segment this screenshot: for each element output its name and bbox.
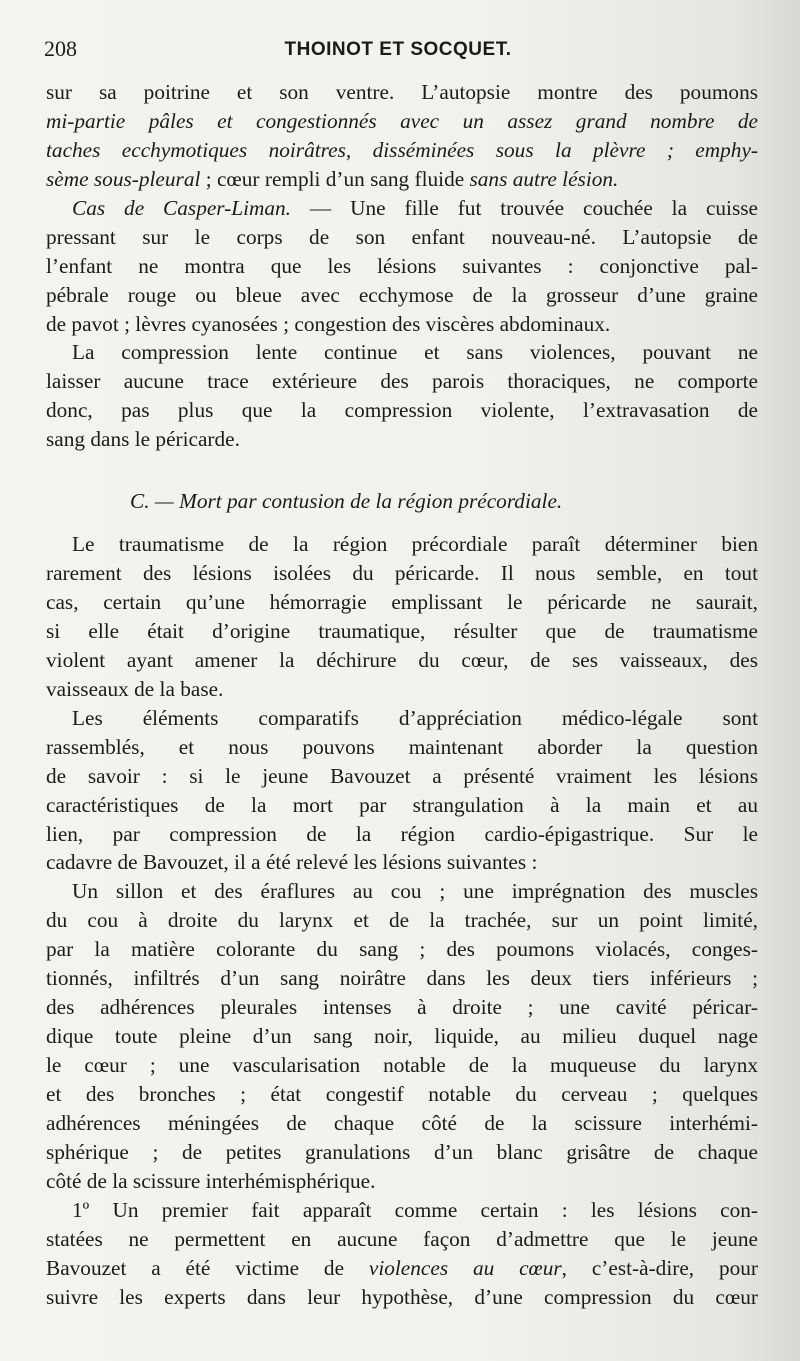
italic-text-segment: sème sous-pleural	[46, 166, 201, 191]
text-segment: suivre les experts dans leur hypothèse, d’une compression du cœur	[46, 1284, 758, 1309]
text-line	[46, 1080, 758, 1109]
text-line	[46, 906, 758, 935]
text-segment: Les éléments comparatifs d’appréciation médico-légale sont	[72, 705, 758, 730]
text-segment: violent ayant amener la déchirure du cœur, de ses vaisseaux, des	[46, 647, 758, 672]
text-segment: Le traumatisme de la région précordiale paraît déterminer bien	[72, 532, 758, 557]
text-segment: si elle était d’origine traumatique, résulter que de traumatisme	[46, 618, 758, 643]
italic-text-segment: C. — Mort par contusion de la région précordiale.	[130, 489, 563, 514]
text-line	[46, 1254, 758, 1283]
text-line	[46, 223, 758, 252]
text-line	[46, 762, 758, 791]
text-line	[46, 281, 758, 310]
text-line	[46, 848, 758, 877]
text-line	[46, 367, 758, 396]
italic-text-segment: sans autre lésion.	[469, 166, 619, 191]
text-segment: dique toute pleine d’un sang noir, liquide, au milieu duquel nage	[46, 1024, 758, 1049]
text-line	[46, 993, 758, 1022]
text-line	[46, 935, 758, 964]
text-segment: pressant sur le corps de son enfant nouveau-né. L’autopsie de	[46, 224, 758, 249]
text-segment: tionnés, infiltrés d’un sang noirâtre dans les deux tiers inférieurs ;	[46, 966, 758, 991]
text-line	[46, 1138, 758, 1167]
text-segment: du cou à droite du larynx et de la trachée, sur un point limité,	[46, 908, 758, 933]
text-segment: Un sillon et des éraflures au cou ; une imprégnation des muscles	[72, 879, 758, 904]
text-line	[46, 1109, 758, 1138]
text-line	[46, 1196, 758, 1225]
text-line	[46, 530, 758, 559]
text-segment: côté de la scissure interhémisphérique.	[46, 1168, 376, 1193]
text-line	[46, 136, 758, 165]
text-line	[46, 820, 758, 849]
text-line	[46, 194, 758, 223]
paragraph-spacer	[46, 454, 758, 487]
text-line	[46, 1167, 758, 1196]
text-segment: La compression lente continue et sans violences, pouvant ne	[72, 340, 758, 365]
text-line	[46, 733, 758, 762]
text-line	[46, 559, 758, 588]
text-line	[46, 396, 758, 425]
text-segment: lien, par compression de la région cardio-épigastrique. Sur le	[46, 821, 758, 846]
text-line	[46, 425, 758, 454]
text-segment: de pavot ; lèvres cyanosées ; congestion des viscères abdominaux.	[46, 311, 611, 336]
text-line	[46, 78, 758, 107]
text-line	[46, 964, 758, 993]
text-segment: par la matière colorante du sang ; des poumons violacés, conges-	[46, 937, 758, 962]
text-line	[46, 310, 758, 339]
italic-text-segment: taches ecchymotiques noirâtres, disséminées sous la plèvre ; emphy-	[46, 137, 758, 162]
text-line	[46, 107, 758, 136]
text-segment: 1º Un premier fait apparaît comme certain : les lésions con-	[72, 1197, 758, 1222]
text-segment: sphérique ; de petites granulations d’un blanc grisâtre de chaque	[46, 1139, 758, 1164]
section-heading	[46, 487, 758, 516]
text-line	[46, 704, 758, 733]
text-line	[46, 791, 758, 820]
text-segment: caractéristiques de la mort par strangulation à la main et au	[46, 792, 758, 817]
text-segment: le cœur ; une vascularisation notable de la muqueuse du larynx	[46, 1053, 758, 1077]
paragraph-spacer	[46, 516, 758, 530]
text-segment: donc, pas plus que la compression violente, l’extravasation de	[46, 398, 758, 423]
text-line	[46, 1283, 758, 1312]
text-segment: rarement des lésions isolées du péricarde. Il nous semble, en tout	[46, 561, 758, 586]
text-segment: adhérences méningées de chaque côté de la scissure interhémi-	[46, 1110, 758, 1135]
text-segment: pébrale rouge ou bleue avec ecchymose de la grosseur d’une graine	[46, 282, 758, 307]
italic-text-segment: violences au cœur	[368, 1255, 562, 1280]
text-segment: , c’est-à-dire, pour	[561, 1255, 758, 1280]
text-segment: statées ne permettent en aucune façon d’admettre que le jeune	[46, 1226, 758, 1251]
text-segment: l’enfant ne montra que les lésions suivantes : conjonctive pal-	[46, 253, 758, 278]
text-segment: ; cœur rempli d’un sang fluide	[200, 166, 470, 191]
text-line	[46, 588, 758, 617]
italic-text-segment: Cas de Casper-Liman.	[72, 195, 292, 220]
text-line	[46, 877, 758, 906]
text-line	[46, 675, 758, 704]
text-line	[46, 646, 758, 675]
text-segment: — Une fille fut trouvée couchée la cuisse	[291, 195, 758, 220]
body-text	[46, 78, 758, 1311]
text-line	[46, 252, 758, 281]
text-segment: des adhérences pleurales intenses à droite ; une cavité péricar-	[46, 995, 758, 1020]
text-segment: vaisseaux de la base.	[46, 676, 224, 701]
text-segment: rassemblés, et nous pouvons maintenant aborder la question	[46, 734, 758, 759]
text-line	[46, 1225, 758, 1254]
italic-text-segment: mi-partie pâles et congestionnés avec un assez grand nombre de	[46, 108, 758, 133]
text-segment: de savoir : si le jeune Bavouzet a présenté vraiment les lésions	[46, 763, 758, 788]
text-line	[46, 338, 758, 367]
running-title: THOINOT ET SOCQUET.	[284, 39, 512, 60]
text-segment: cadavre de Bavouzet, il a été relevé les lésions suivantes :	[46, 850, 538, 875]
text-segment: cas, certain qu’une hémorragie emplissant le péricarde ne saurait,	[46, 590, 758, 614]
text-segment: laisser aucune trace extérieure des parois thoraciques, ne comporte	[46, 369, 758, 394]
text-line	[46, 1022, 758, 1051]
text-line	[46, 617, 758, 646]
text-line	[46, 165, 758, 194]
text-segment: Bavouzet a été victime de	[46, 1255, 369, 1280]
text-line	[46, 1051, 758, 1080]
page-header	[40, 36, 756, 62]
text-segment: et des bronches ; état congestif notable du cerveau ; quelques	[46, 1081, 758, 1106]
text-segment: sur sa poitrine et son ventre. L’autopsie montre des poumons	[46, 80, 758, 104]
page-number: 208	[44, 36, 77, 61]
text-segment: sang dans le péricarde.	[46, 427, 240, 452]
